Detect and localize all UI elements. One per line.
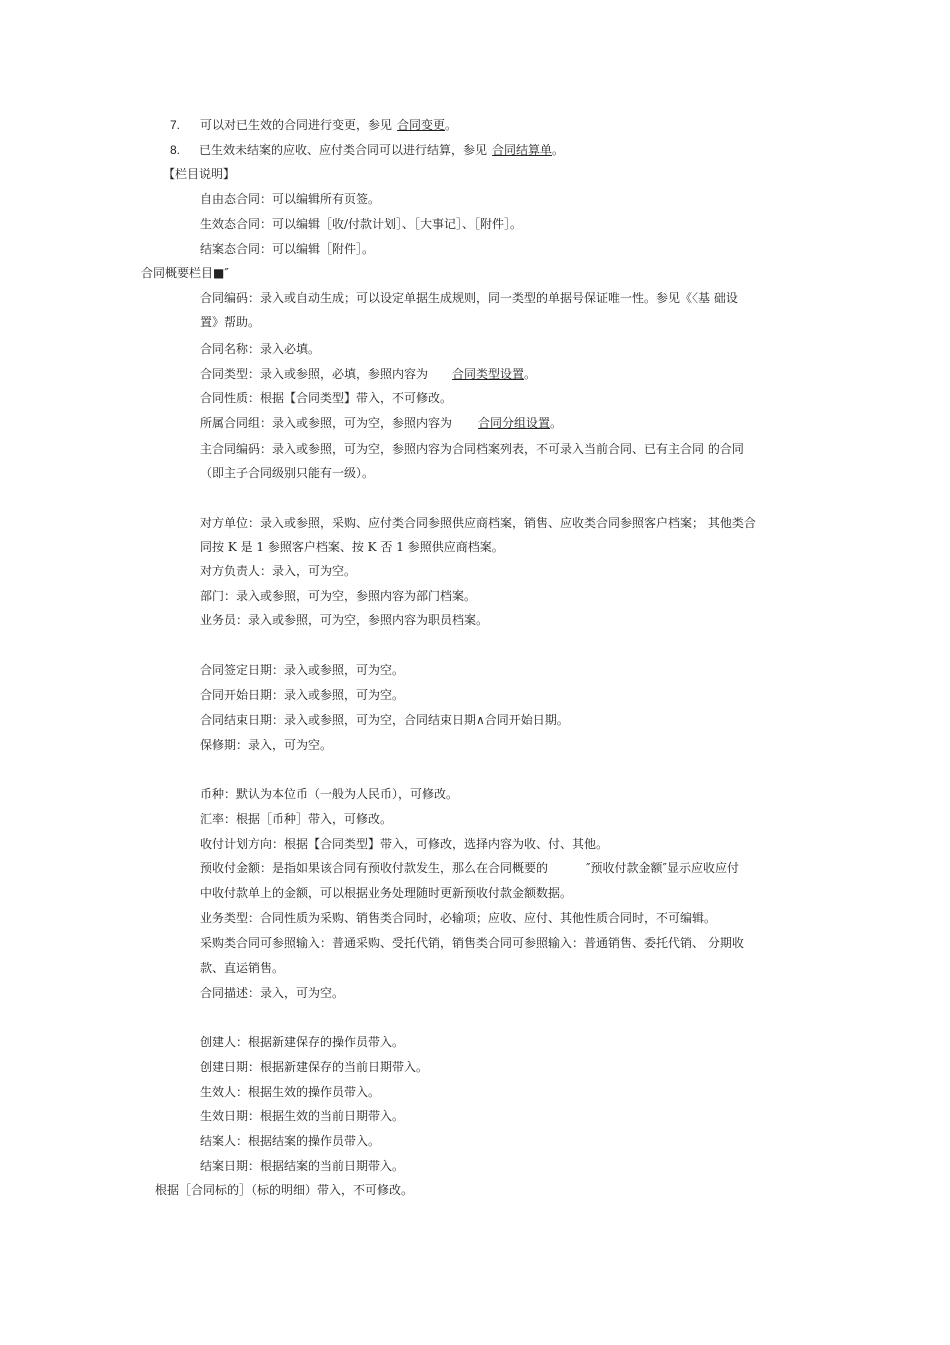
field-prepay-line1: 预收付金额：是指如果该合同有预收付款发生，那么在合同概要的 ″预收付款金额″显示应收应付 (200, 861, 739, 875)
field-nature: 合同性质：根据【合同类型】带入，不可修改。 (200, 391, 453, 405)
field-purchase-line1: 采购类合同可参照输入：普通采购、受托代销，销售类合同可参照输入：普通销售、委托代销、 分期收 (200, 936, 744, 950)
section-title: 【栏目说明】 (163, 167, 236, 181)
list-item-8: 8. 已生效未结案的应收、应付类合同可以进行结算，参见 合同结算单。 (170, 143, 565, 157)
field-dept: 部门：录入或参照，可为空，参照内容为部门档案。 (200, 589, 477, 603)
field-party-person: 对方负责人：录入，可为空。 (200, 564, 357, 578)
overview-title: 合同概要栏目■″ (141, 266, 229, 280)
field-plan-direction: 收付计划方向：根据【合同类型】带入，可修改，选择内容为收、付、其他。 (200, 837, 609, 851)
field-start-date: 合同开始日期：录入或参照，可为空。 (200, 688, 405, 702)
field-code-line2: 置》帮助。 (200, 315, 261, 329)
list-number: 7. (170, 118, 181, 132)
footer-line: 根据［合同标的］（标的明细）带入，不可修改。 (155, 1183, 414, 1197)
status-line-closed: 结案态合同：可以编辑［附件］。 (200, 242, 375, 256)
field-closer: 结案人：根据结案的操作员带入。 (200, 1134, 381, 1148)
field-party-line2: 同按 K 是 1 参照客户档案、按 K 否 1 参照供应商档案。 (200, 540, 504, 554)
field-type: 合同类型：录入或参照，必填，参照内容为 合同类型设置。 (200, 367, 537, 381)
list-number: 8. (170, 143, 181, 157)
field-close-date: 结案日期：根据结案的当前日期带入。 (200, 1159, 405, 1173)
list-text: 可以对已生效的合同进行变更，参见 (200, 118, 393, 132)
field-prepay-line2: 中收付款单上的金额，可以根据业务处理随时更新预收付款金额数据。 (200, 886, 573, 900)
field-create-date: 创建日期：根据新建保存的当前日期带入。 (200, 1060, 429, 1074)
field-code-line1: 合同编码：录入或自动生成；可以设定单据生成规则，同一类型的单据号保证唯一性。参见《〈基 础设 (200, 291, 738, 305)
field-rate: 汇率：根据［币种］带入，可修改。 (200, 812, 393, 826)
field-sign-date: 合同签定日期：录入或参照，可为空。 (200, 663, 405, 677)
field-name: 合同名称：录入必填。 (200, 342, 321, 356)
field-warranty: 保修期：录入，可为空。 (200, 738, 333, 752)
field-biz-type: 业务类型：合同性质为采购、销售类合同时，必输项；应收、应付、其他性质合同时，不可编辑。 (200, 911, 717, 925)
field-party-line1: 对方单位：录入或参照，采购、应付类合同参照供应商档案，销售、应收类合同参照客户档案； 其他类合 (200, 516, 756, 530)
status-line-effective: 生效态合同：可以编辑［收/付款计划］、［大事记］、［附件］。 (200, 217, 523, 231)
list-item-7: 7. 可以对已生效的合同进行变更，参见 合同变更。 (170, 118, 458, 132)
list-text: 已生效未结案的应收、应付类合同可以进行结算，参见 (199, 143, 488, 157)
field-master-line1: 主合同编码：录入或参照，可为空，参照内容为合同档案列表，不可录入当前合同、已有主合同 的合同 (200, 442, 744, 456)
contract-change-link[interactable]: 合同变更 (397, 118, 446, 132)
field-effect-date: 生效日期：根据生效的当前日期带入。 (200, 1109, 405, 1123)
field-master-line2: （即主子合同级别只能有一级）。 (200, 466, 375, 480)
field-currency: 币种：默认为本位币（一般为人民币），可修改。 (200, 787, 459, 801)
status-line-free: 自由态合同：可以编辑所有页签。 (200, 192, 381, 206)
contract-group-setting-link[interactable]: 合同分组设置 (478, 416, 551, 430)
field-effector: 生效人：根据生效的操作员带入。 (200, 1085, 381, 1099)
field-salesman: 业务员：录入或参照，可为空，参照内容为职员档案。 (200, 613, 489, 627)
field-group: 所属合同组：录入或参照，可为空，参照内容为 合同分组设置。 (200, 416, 563, 430)
contract-type-setting-link[interactable]: 合同类型设置 (452, 367, 525, 381)
field-end-date: 合同结束日期：录入或参照，可为空，合同结束日期∧合同开始日期。 (200, 713, 569, 727)
contract-settlement-link[interactable]: 合同结算单 (492, 143, 553, 157)
field-creator: 创建人：根据新建保存的操作员带入。 (200, 1035, 405, 1049)
field-desc: 合同描述：录入，可为空。 (200, 986, 345, 1000)
field-purchase-line2: 款、直运销售。 (200, 961, 285, 975)
